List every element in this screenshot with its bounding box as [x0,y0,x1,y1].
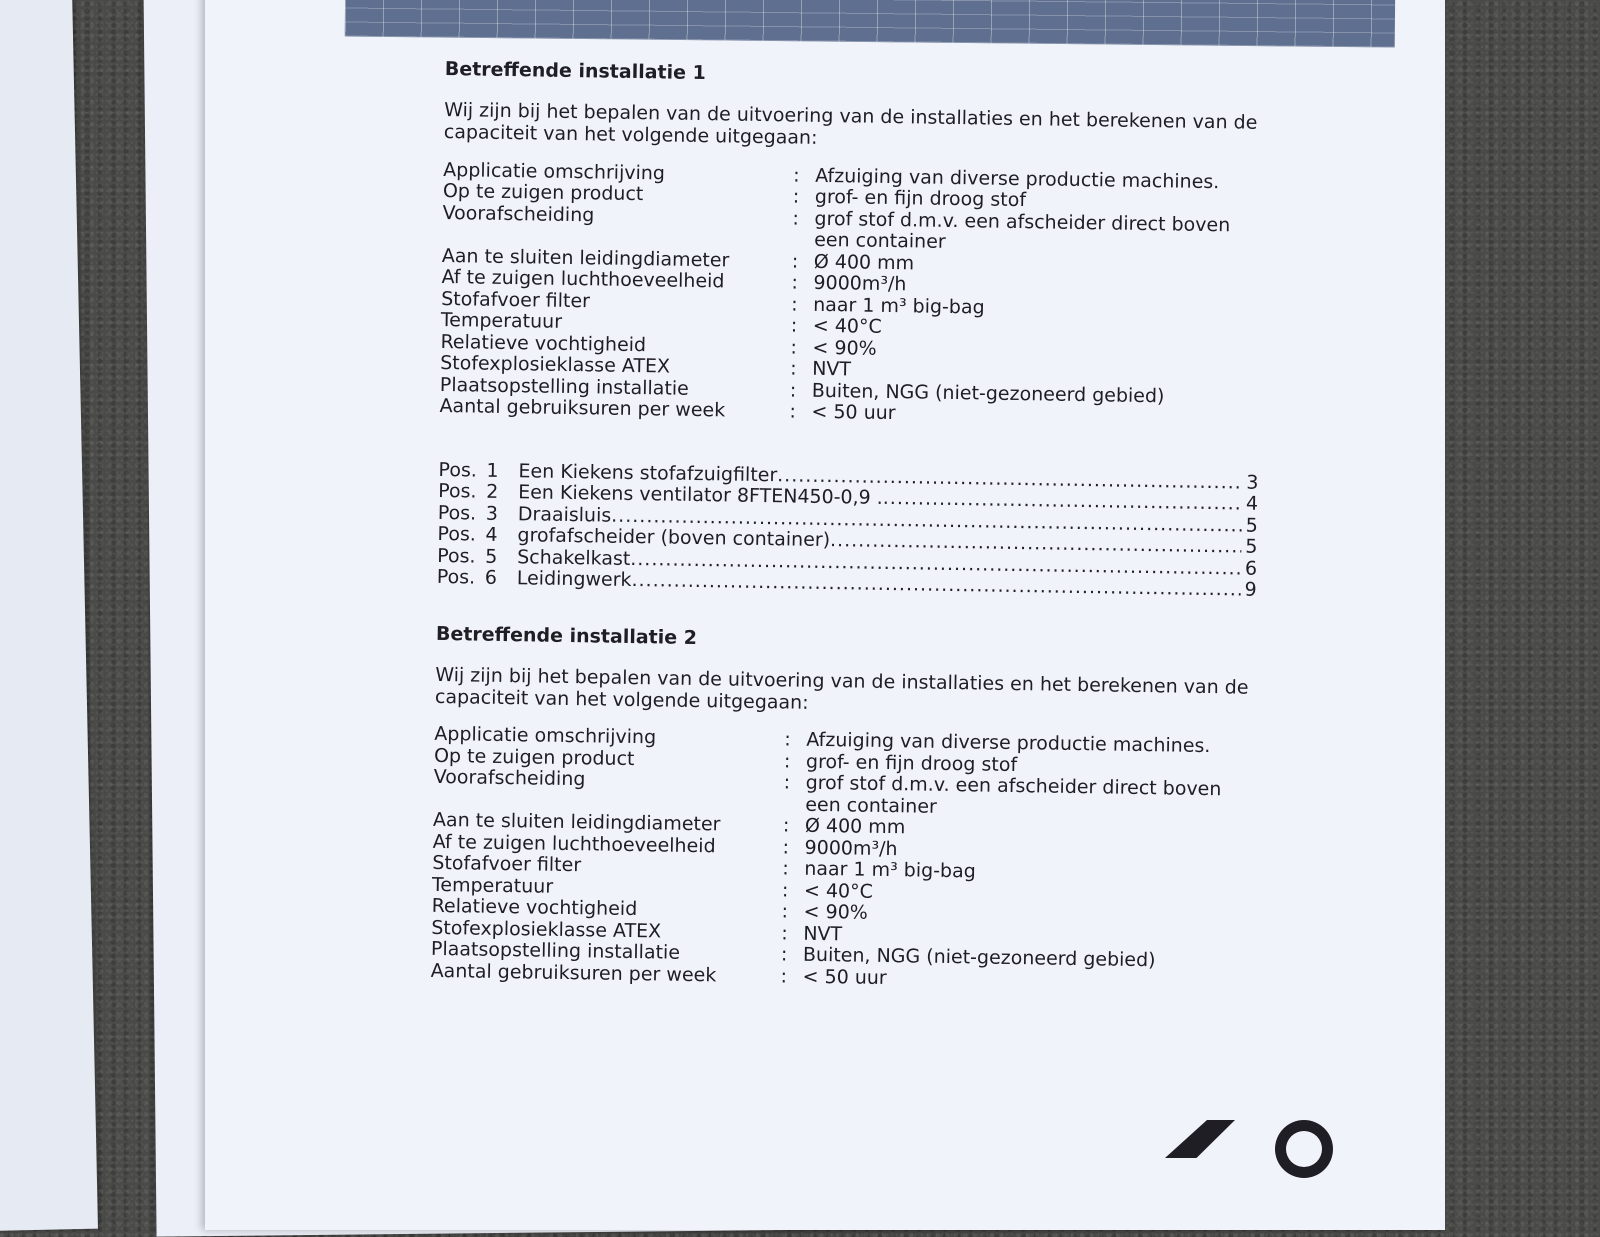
spec-separator: : [780,943,788,966]
spec-separator: : [782,814,790,837]
spec-separator: : [783,771,791,794]
spec-separator: : [781,922,788,945]
technical-drawing-banner [345,0,1396,47]
spec-label: Af te zuigen luchthoeveelheid [441,266,725,293]
toc-pos-number: 4 [485,523,498,547]
spec-label: Aan te sluiten leidingdiameter [441,244,730,272]
document-content [430,58,1264,995]
vgm-logo-icon [1165,1120,1235,1158]
spec-value: < 50 uur [802,965,887,989]
spec-label: Voorafscheiding [433,766,586,791]
toc-title: Draaisluis [517,502,612,527]
spec-label: Applicatie omschrijving [443,158,666,185]
spec-value: Buiten, NGG (niet-gezoneerd gebied) [802,944,1156,972]
toc-pos-number: 1 [486,459,499,482]
spec-value: Ø 400 mm [813,250,915,275]
document-page [205,0,1445,1230]
intro-text: Wij zijn bij het bepalen van de uitvoering van de installaties en het berekenen van de capaciteit van het volgende uitgegaan: [443,98,1258,149]
spec-label: Af te zuigen luchthoeveelheid [432,830,716,858]
toc-title: Leidingwerk [516,567,632,592]
spec-value: 9000m³/h [813,272,907,296]
table-of-contents [437,460,1259,602]
toc-page-number: 9 [1244,578,1257,602]
spec-separator: : [790,336,798,359]
spec-label: Temperatuur [440,309,563,334]
toc-page-number: 5 [1245,535,1258,559]
spec-label: Relatieve vochtigheid [440,330,647,356]
toc-pos-label: Pos. [437,544,476,568]
toc-pos-label: Pos. [437,523,477,546]
toc-title: Een Kiekens stofafzuigfilter [518,459,778,486]
spec-separator: : [789,357,797,380]
spec-label: Aan te sluiten leidingdiameter [432,809,721,836]
spec-label: Temperatuur [431,873,554,898]
section-title: Betreffende installatie 1 [444,58,706,85]
toc-page-number: 4 [1245,492,1259,516]
section-title: Betreffende installatie 2 [435,622,698,649]
toc-title: grofafscheider (boven container) [517,524,831,552]
spec-separator: : [791,271,799,294]
spec-label: Relatieve vochtigheid [431,895,638,921]
spec-label: Stofafvoer filter [441,287,591,312]
spec-separator: : [789,400,797,423]
tuv-logo-inner [1286,1131,1322,1167]
toc-pos-label: Pos. [438,480,477,503]
tuv-nord-logo-icon [1275,1120,1333,1178]
spec-label: Stofexplosieklasse ATEX [440,352,671,378]
toc-pos-number: 3 [485,502,499,525]
spec-label: Aantal gebruiksuren per week [439,395,726,422]
spec-list [430,724,1254,995]
spec-separator: : [780,965,788,988]
spec-value: NVT [803,922,843,946]
toc-pos-label: Pos. [436,566,476,589]
toc-page-number: 5 [1245,514,1258,537]
spec-value: < 50 uur [811,400,896,425]
spec-separator: : [790,314,798,337]
spec-label: Applicatie omschrijving [434,723,657,749]
spec-separator: : [792,185,800,208]
spec-value: grof stof d.m.v. een afscheider direct boven een container [814,207,1231,254]
spec-label: Plaatsopstelling installatie [439,373,690,400]
spec-label: Aantal gebruiksuren per week [430,959,717,987]
spec-separator: : [783,750,791,773]
certification-logos [1165,1120,1333,1178]
spec-separator: : [781,900,789,923]
spec-value: naar 1 m³ big-bag [813,293,985,319]
toc-pos-label: Pos. [437,501,477,525]
background-sheet-left [0,0,98,1231]
spec-value: grof- en fijn droog stof [805,750,1018,776]
spec-value: < 90% [803,901,868,925]
spec-separator: : [784,728,791,751]
spec-value: < 40°C [803,879,874,903]
spec-label: Op te zuigen product [433,744,635,770]
spec-separator: : [791,250,799,273]
installation-1-section [437,58,1265,602]
spec-value: Ø 400 mm [804,815,906,839]
spec-value: Afzuiging van diverse productie machines. [806,729,1211,758]
toc-pos-label: Pos. [438,458,478,482]
spec-separator: : [781,879,789,902]
toc-title: Schakelkast [517,545,631,570]
intro-text: Wij zijn bij het bepalen van de uitvoering van de installaties en het berekenen van de capaciteit van het volgende uitgegaan: [434,663,1249,714]
spec-value: Buiten, NGG (niet-gezoneerd gebied) [811,379,1165,408]
spec-separator: : [791,293,798,316]
spec-value: NVT [811,357,852,381]
spec-label: Plaatsopstelling installatie [430,938,681,965]
spec-separator: : [789,379,797,402]
spec-label: Stofexplosieklasse ATEX [431,916,662,943]
spec-value: grof- en fijn droog stof [814,186,1027,212]
spec-value: < 90% [812,336,877,360]
toc-pos-number: 6 [484,566,498,590]
spec-list [439,160,1263,431]
toc-pos-number: 5 [485,545,498,568]
spec-separator: : [782,836,790,859]
spec-label: Stofafvoer filter [432,852,582,877]
toc-pos-number: 2 [486,480,499,504]
installation-2-section [430,623,1256,996]
spec-separator: : [782,857,789,880]
spec-value: Afzuiging van diverse productie machines. [815,164,1220,193]
spec-value: naar 1 m³ big-bag [804,858,976,883]
toc-title: Een Kiekens ventilator 8FTEN450-0,9 . [518,481,884,510]
spec-value: < 40°C [812,314,882,339]
spec-separator: : [793,164,800,187]
spec-value: 9000m³/h [804,836,898,861]
spec-separator: : [792,207,800,230]
spec-label: Voorafscheiding [442,201,595,227]
spec-label: Op te zuigen product [442,180,644,206]
spec-value: grof stof d.m.v. een afscheider direct boven een container [805,772,1222,818]
toc-page-number: 6 [1244,557,1258,580]
toc-page-number: 3 [1246,471,1259,494]
